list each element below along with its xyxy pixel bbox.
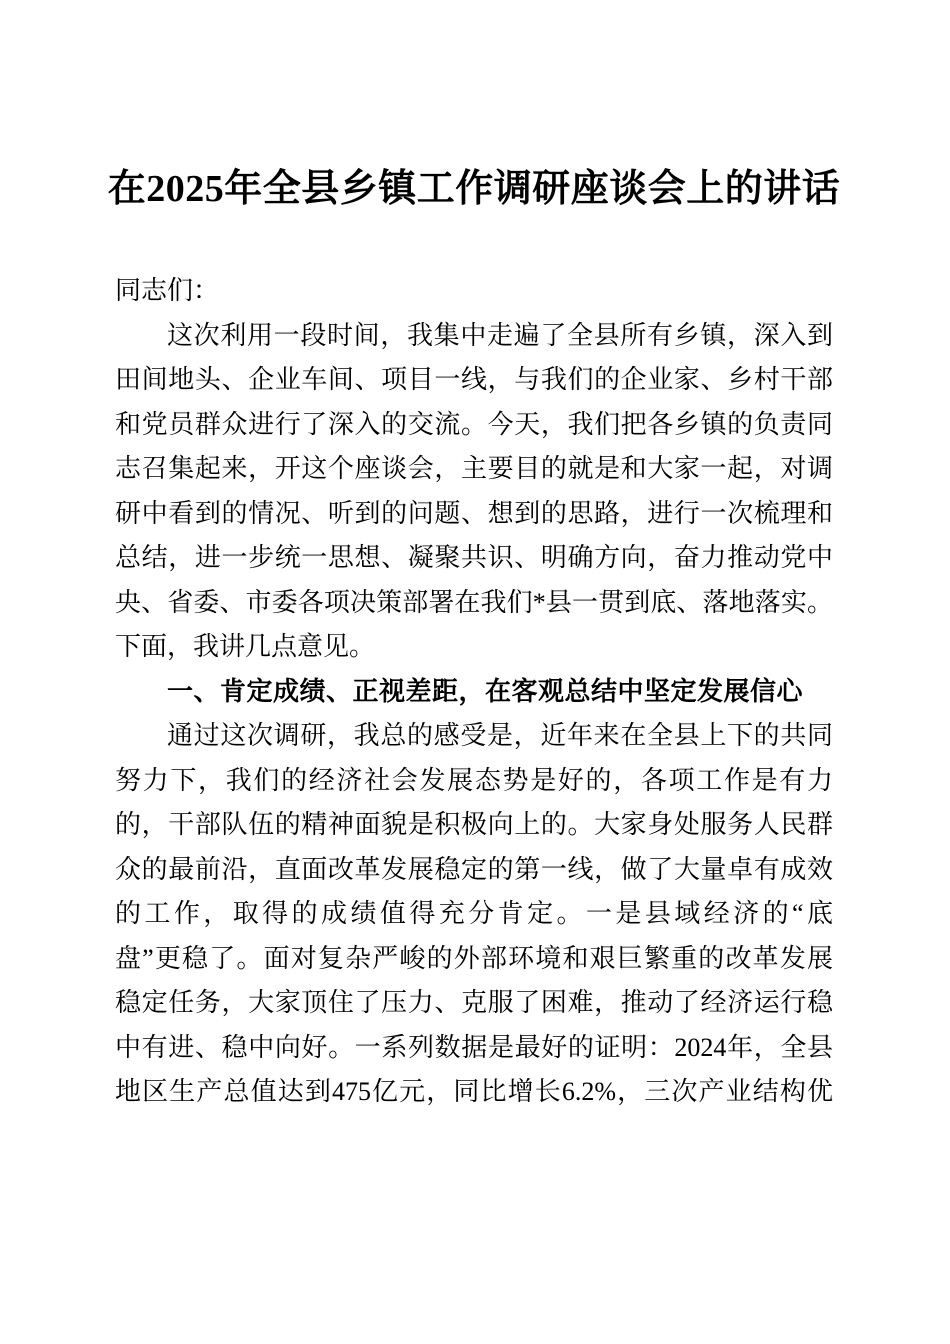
paragraph-line: 的，干部队伍的精神面貌是积极向上的。大家身处服务人民群	[115, 810, 833, 839]
paragraph-line: 研中看到的情况、听到的问题、想到的思路，进行一次梳理和	[115, 498, 833, 528]
paragraph-line: 志召集起来，开这个座谈会，主要目的就是和大家一起，对调	[115, 454, 833, 483]
paragraph-line: 总结，进一步统一思想、凝聚共识、明确方向，奋力推动党中	[115, 543, 833, 572]
paragraph-line: 盘”更稳了。面对复杂严峻的外部环境和艰巨繁重的改革发展	[115, 943, 833, 973]
paragraph-line: 的工作，取得的成绩值得充分肯定。一是县域经济的“底	[115, 899, 833, 928]
paragraph-line: 稳定任务，大家顶住了压力、克服了困难，推动了经济运行稳	[115, 988, 833, 1017]
paragraph-line: 下面，我讲几点意见。	[115, 632, 376, 661]
document-body	[115, 269, 833, 1115]
paragraph-line: 努力下，我们的经济社会发展态势是好的，各项工作是有力	[115, 765, 833, 795]
salutation-line: 同志们：	[115, 276, 220, 305]
paragraph-line: 众的最前沿，直面改革发展稳定的第一线，做了大量卓有成效	[115, 854, 833, 884]
paragraph-line: 通过这次调研，我总的感受是，近年来在全县上下的共同	[167, 721, 833, 750]
paragraph-line: 田间地头、企业车间、项目一线，与我们的企业家、乡村干部	[115, 365, 833, 394]
paragraph-line: 这次利用一段时间，我集中走遍了全县所有乡镇，深入到	[167, 320, 833, 350]
paragraph-line: 中有进、稳中向好。一系列数据是最好的证明：2024年，全县	[115, 1032, 833, 1062]
paragraph-line: 央、省委、市委各项决策部署在我们*县一贯到底、落地落实。	[115, 587, 833, 617]
paragraph-line: 地区生产总值达到475亿元，同比增长6.2%，三次产业结构优	[115, 1077, 833, 1106]
document-title: 在2025年全县乡镇工作调研座谈会上的讲话	[107, 168, 841, 210]
section-heading: 一、肯定成绩、正视差距，在客观总结中坚定发展信心	[167, 676, 804, 706]
paragraph-line: 和党员群众进行了深入的交流。今天，我们把各乡镇的负责同	[115, 409, 833, 439]
